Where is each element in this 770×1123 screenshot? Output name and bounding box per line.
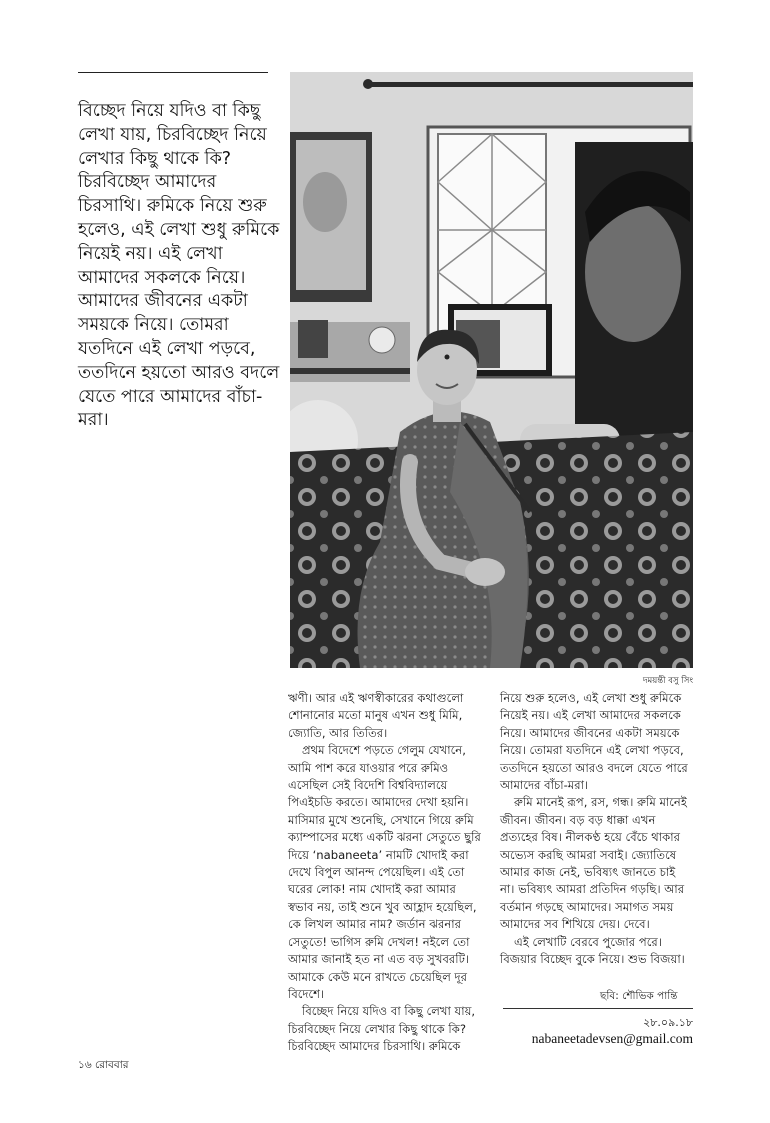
paragraph: রুমি মানেই রূপ, রস, গন্ধ। রুমি মানেই জীবন। জীবন। বড় বড় ধাক্কা এখন প্রত্যহের বিষ। নীলকণ্ঠ হয়ে বেঁচে থাকার অভ্যেস করছি আমরা সবাই। জ্যোতিষে আমার কাজ নেই, ভবিষ্যৎ জানতে চাই না। ভবিষ্যৎ আমরা প্রতিদিন গড়ছি। আর বর্তমান গড়ছে আমাদের। সমাগত সময় আমাদের সব শিখিয়ে দেয়। দেবে। [500, 795, 687, 932]
portrait-photo [290, 72, 693, 668]
paragraph: ঋণী। আর এই ঋণস্বীকারের কথাগুলো শোনানোর মতো মানুষ এখন শুধু মিমি, জ্যোতি, আর তিতির। [288, 691, 464, 740]
paragraph: প্রথম বিদেশে পড়তে গেলুম যেখানে, আমি পাশ করে যাওয়ার পরে রুমিও এসেছিল সেই বিদেশি বিশ্ববিদ্যালয়ে পিএইচডি করতে। আমাদের দেখা হয়নি। মাসিমার মুখে শুনেছি, সেখানে গিয়ে রুমি ক্যাম্পাসের মধ্যে একটি ঝরনা সেতুতে ছুরি দিয়ে ‘nabaneeta’ নামটি খোদাই করা দেখে বিপুল আনন্দ পেয়েছিল। এই তো ঘরের লোক! নাম খোদাই করা আমার স্বভাব নয়, তাই শুনে খুব আহ্লাদ হয়েছিল, কে লিখল আমার নাম? জর্ডান ঝরনার সেতুতে! ভাগিস রুমি দেখল! নইলে তো আমার জানাই হত না এত বড় সুখবরটি। আমাকে কেউ মনে রাখতে চেয়েছিল দূর বিদেশে। [288, 743, 481, 1001]
paragraph: নিয়ে শুরু হলেও, এই লেখা শুধু রুমিকে নিয়েই নয়। এই লেখা আমাদের সকলকে নিয়ে। আমাদের জীবনের একটা সময়কে নিয়ে। তোমরা যতদিনে এই লেখা পড়বে, ততদিনে হয়তো আরও বদলে যেতে পারে আমাদের বাঁচা-মরা। [500, 691, 688, 793]
pull-quote: বিচ্ছেদ নিয়ে যদিও বা কিছু লেখা যায়, চিরবিচ্ছেদ নিয়ে লেখার কিছু থাকে কি? চিরবিচ্ছেদ আমাদের চিরসাথি। রুমিকে নিয়ে শুরু হলেও, এই লেখা শুধু রুমিকে নিয়েই নয়। এই লেখা আমাদের সকলকে নিয়ে। আমাদের জীবনের একটা সময়কে নিয়ে। তোমরা যতদিনে এই লেখা পড়বে, ততদিনে হয়তো আরও বদলে যেতে পারে আমাদের বাঁচা-মরা। [78, 101, 280, 431]
paragraph: এই লেখাটি বেরবে পুজোর পরে। বিজয়ার বিচ্ছেদ বুকে নিয়ে। শুভ বিজয়া। [500, 934, 685, 967]
photo-credit-caption: দময়ন্তী বসু সিং [643, 676, 693, 686]
paragraph: বিচ্ছেদ নিয়ে যদিও বা কিছু লেখা যায়, চিরবিচ্ছেদ নিয়ে লেখার কিছু থাকে কি? চিরবিচ্ছেদ আমাদের চিরসাথি। রুমিকে [288, 1004, 476, 1054]
article-column-2 [500, 690, 693, 969]
article-photo-credit: ছবি: শৌভিক পান্তি [600, 990, 678, 1002]
page-folio: ১৬ রোববার [78, 1059, 129, 1071]
signoff-rule [503, 1008, 693, 1009]
top-rule [78, 72, 268, 73]
author-email: nabaneetadevsen@gmail.com [531, 1031, 693, 1046]
article-date: ২৮.০৯.১৮ [643, 1016, 693, 1029]
article-column-1 [288, 690, 484, 1056]
